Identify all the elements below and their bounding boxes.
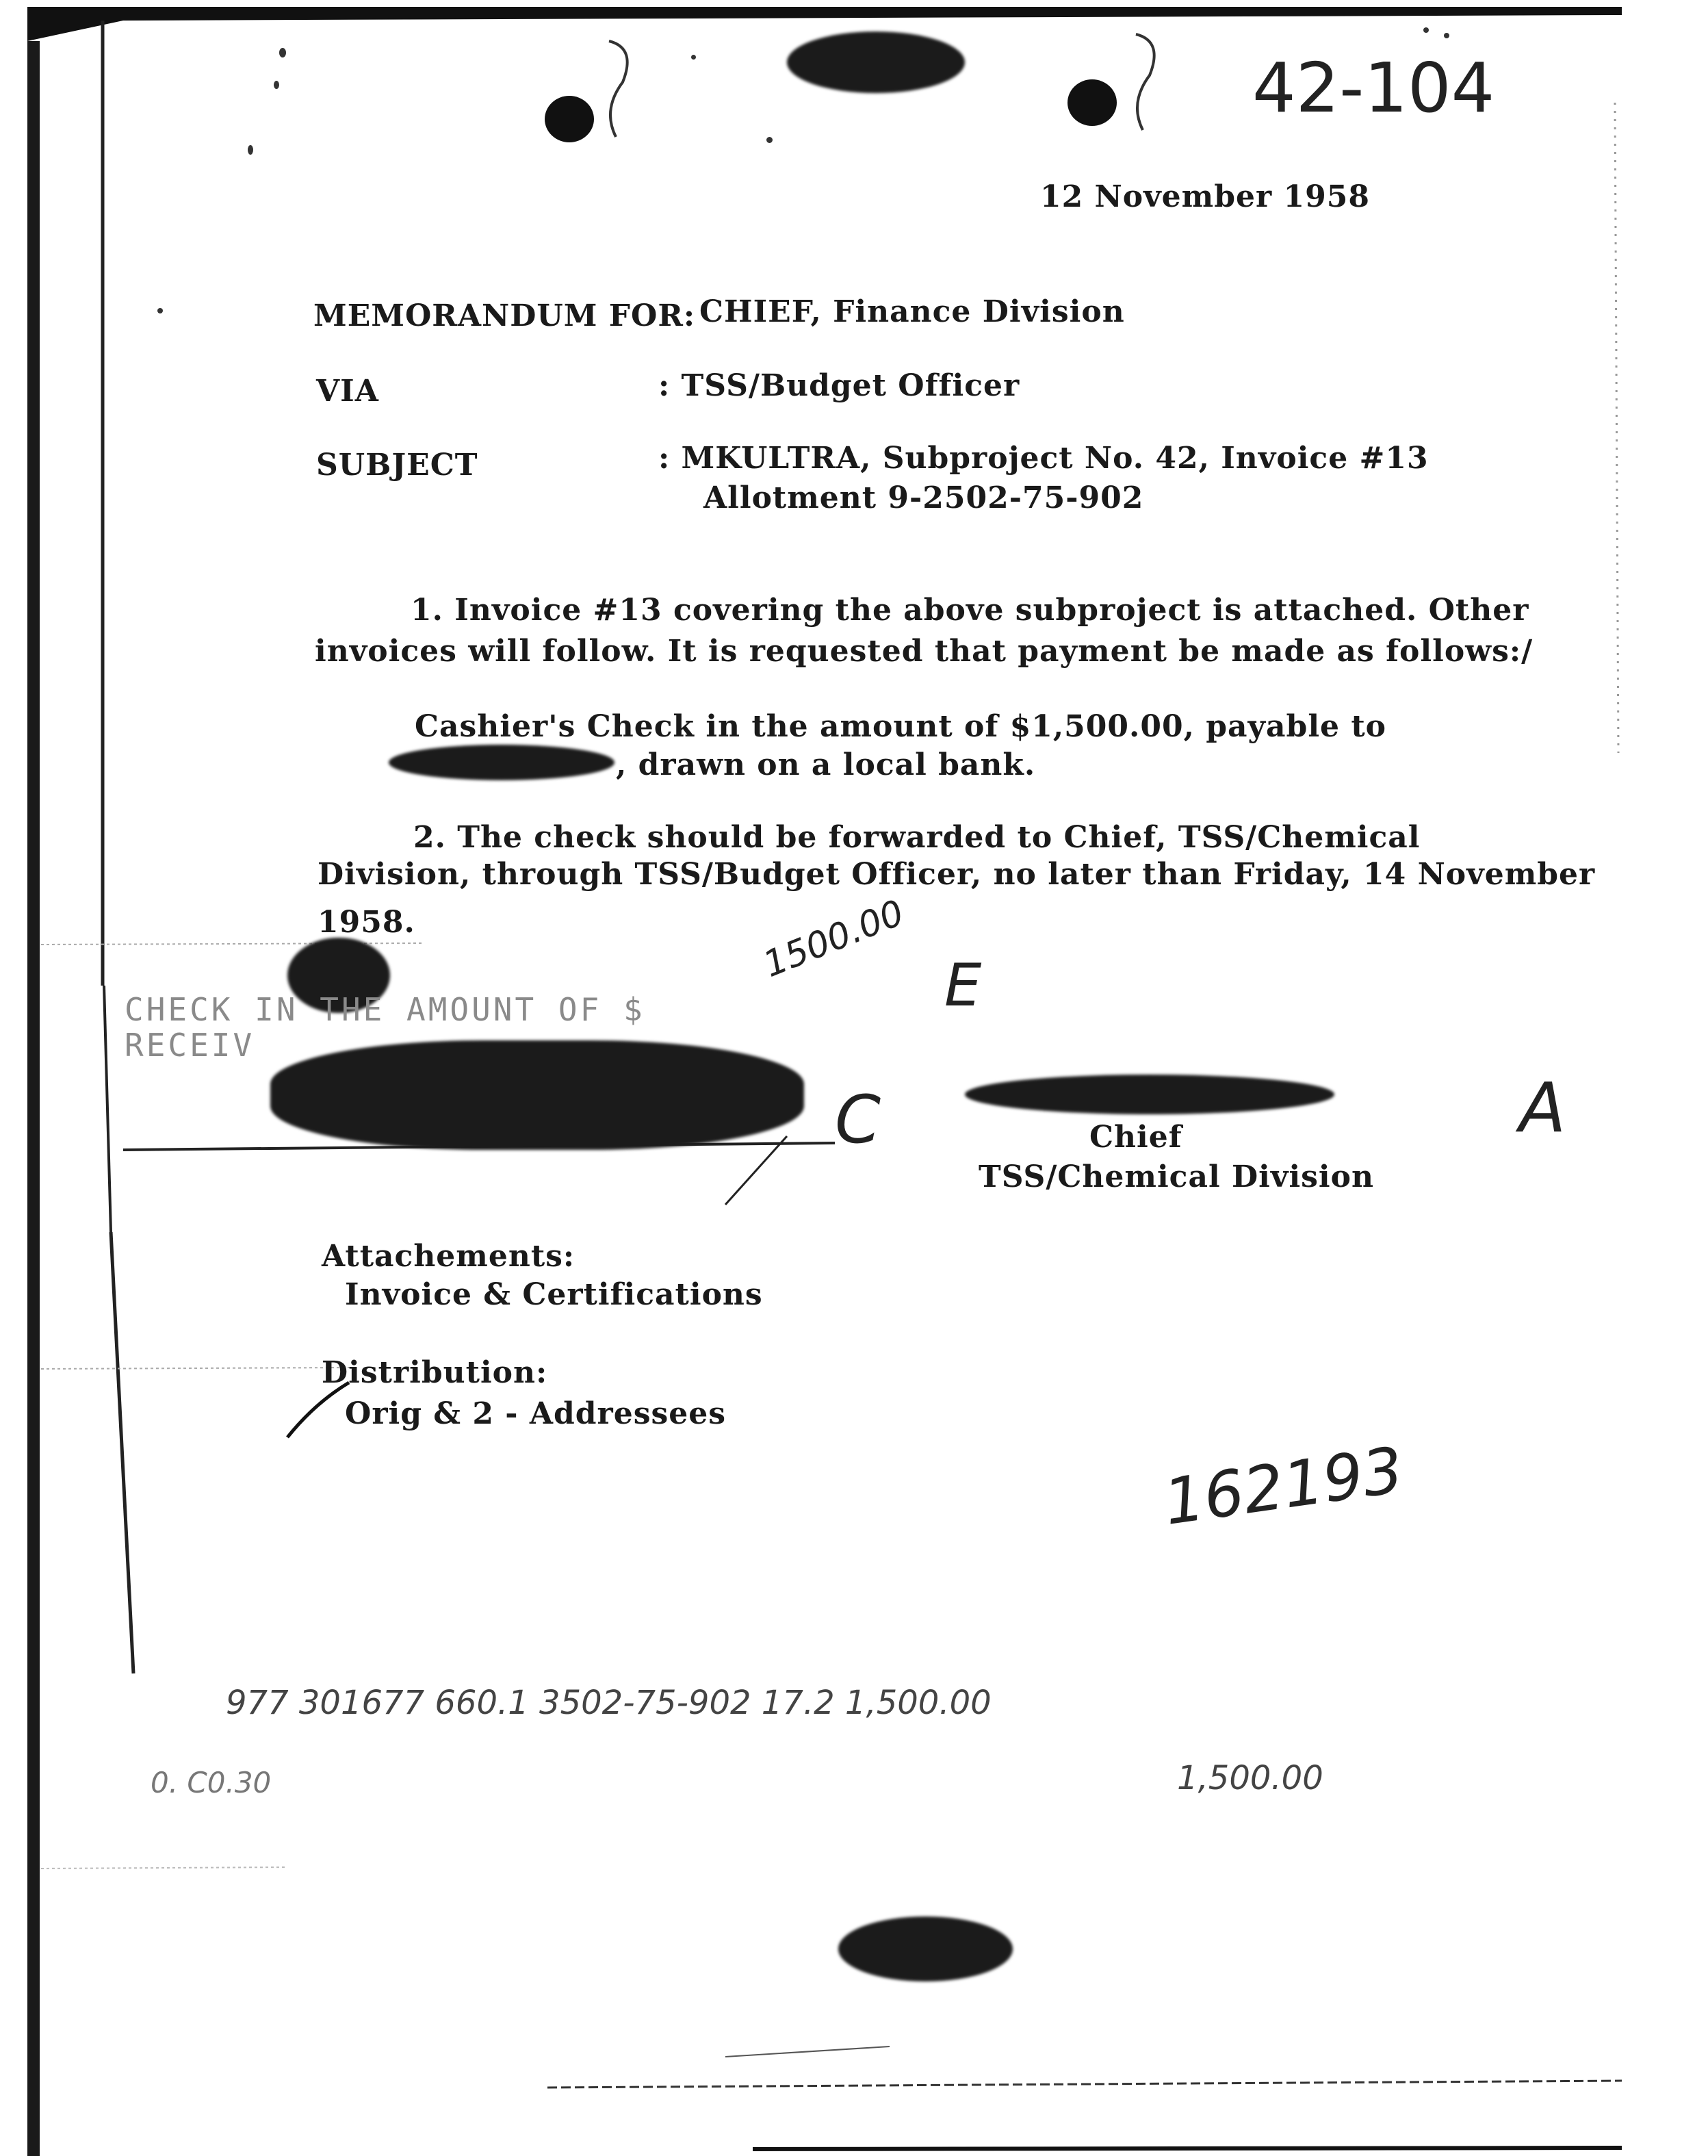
handwritten-total: 1,500.00 [1177,1759,1323,1797]
top-scan-edge [27,7,1622,41]
staple-curl-left [575,34,643,157]
receipt-stamp-line-2: RECEIV [125,1027,255,1064]
left-scan-edge [27,41,40,2156]
memo-date: 12 November 1958 [1040,179,1370,214]
via-label: VIA [316,374,379,409]
check-line-1: Cashier's Check in the amount of $1,500.00, payable to [415,709,1387,744]
attachments-value: Invoice & Certifications [345,1277,763,1312]
redaction-bottom [838,1916,1013,1981]
paragraph-1-line-1: 1. Invoice #13 covering the above subproject is attached. Other [411,593,1529,628]
signature-title-1: Chief [1089,1120,1182,1155]
paragraph-2-line-1: 2. The check should be forwarded to Chief, TSS/Chemical [413,820,1421,855]
handwritten-amount: 1500.00 [758,892,910,986]
paragraph-1-line-2: invoices will follow. It is requested that payment be made as follows:/ [315,634,1534,669]
paragraph-2-line-2: Division, through TSS/Budget Officer, no later than Friday, 14 November [318,857,1596,892]
attachments-label: Attachements: [322,1239,575,1274]
bottom-scan-line [547,2081,1622,2088]
handwritten-A: A [1519,1068,1566,1148]
receipt-stamp-line-1: CHECK IN THE AMOUNT OF $ [125,991,645,1028]
handwritten-reference: 162193 [1159,1433,1408,1539]
memo-for-label: MEMORANDUM FOR: [313,298,696,333]
redaction-payee [389,745,614,780]
check-line-2: , drawn on a local bank. [616,747,1036,782]
redaction-chief-signature [965,1075,1334,1114]
handwritten-E: E [944,951,982,1020]
subject-label: SUBJECT [316,448,478,483]
via-value: : TSS/Budget Officer [658,368,1020,403]
handwritten-account-line: 977 301677 660.1 3502-75-902 17.2 1,500.00 [226,1684,992,1722]
document-number: 42-104 [1252,48,1495,128]
handwritten-C: C [835,1081,881,1158]
distribution-value: Orig & 2 - Addressees [345,1396,727,1431]
subject-line-1: : MKULTRA, Subproject No. 42, Invoice #13 [658,441,1429,476]
staple-curl-right [1102,27,1170,151]
redaction-receiver-signature [270,1040,804,1150]
paragraph-2-line-3: 1958. [318,905,415,940]
signature-title-2: TSS/Chemical Division [979,1159,1374,1194]
redaction-top [787,31,965,93]
subject-line-2: Allotment 9-2502-75-902 [703,480,1144,515]
check-mark [287,1383,349,1437]
memo-for-value: CHIEF, Finance Division [699,294,1125,329]
distribution-label: Distribution: [322,1355,548,1390]
handwritten-bottom-left: 0. C0.30 [151,1766,272,1799]
